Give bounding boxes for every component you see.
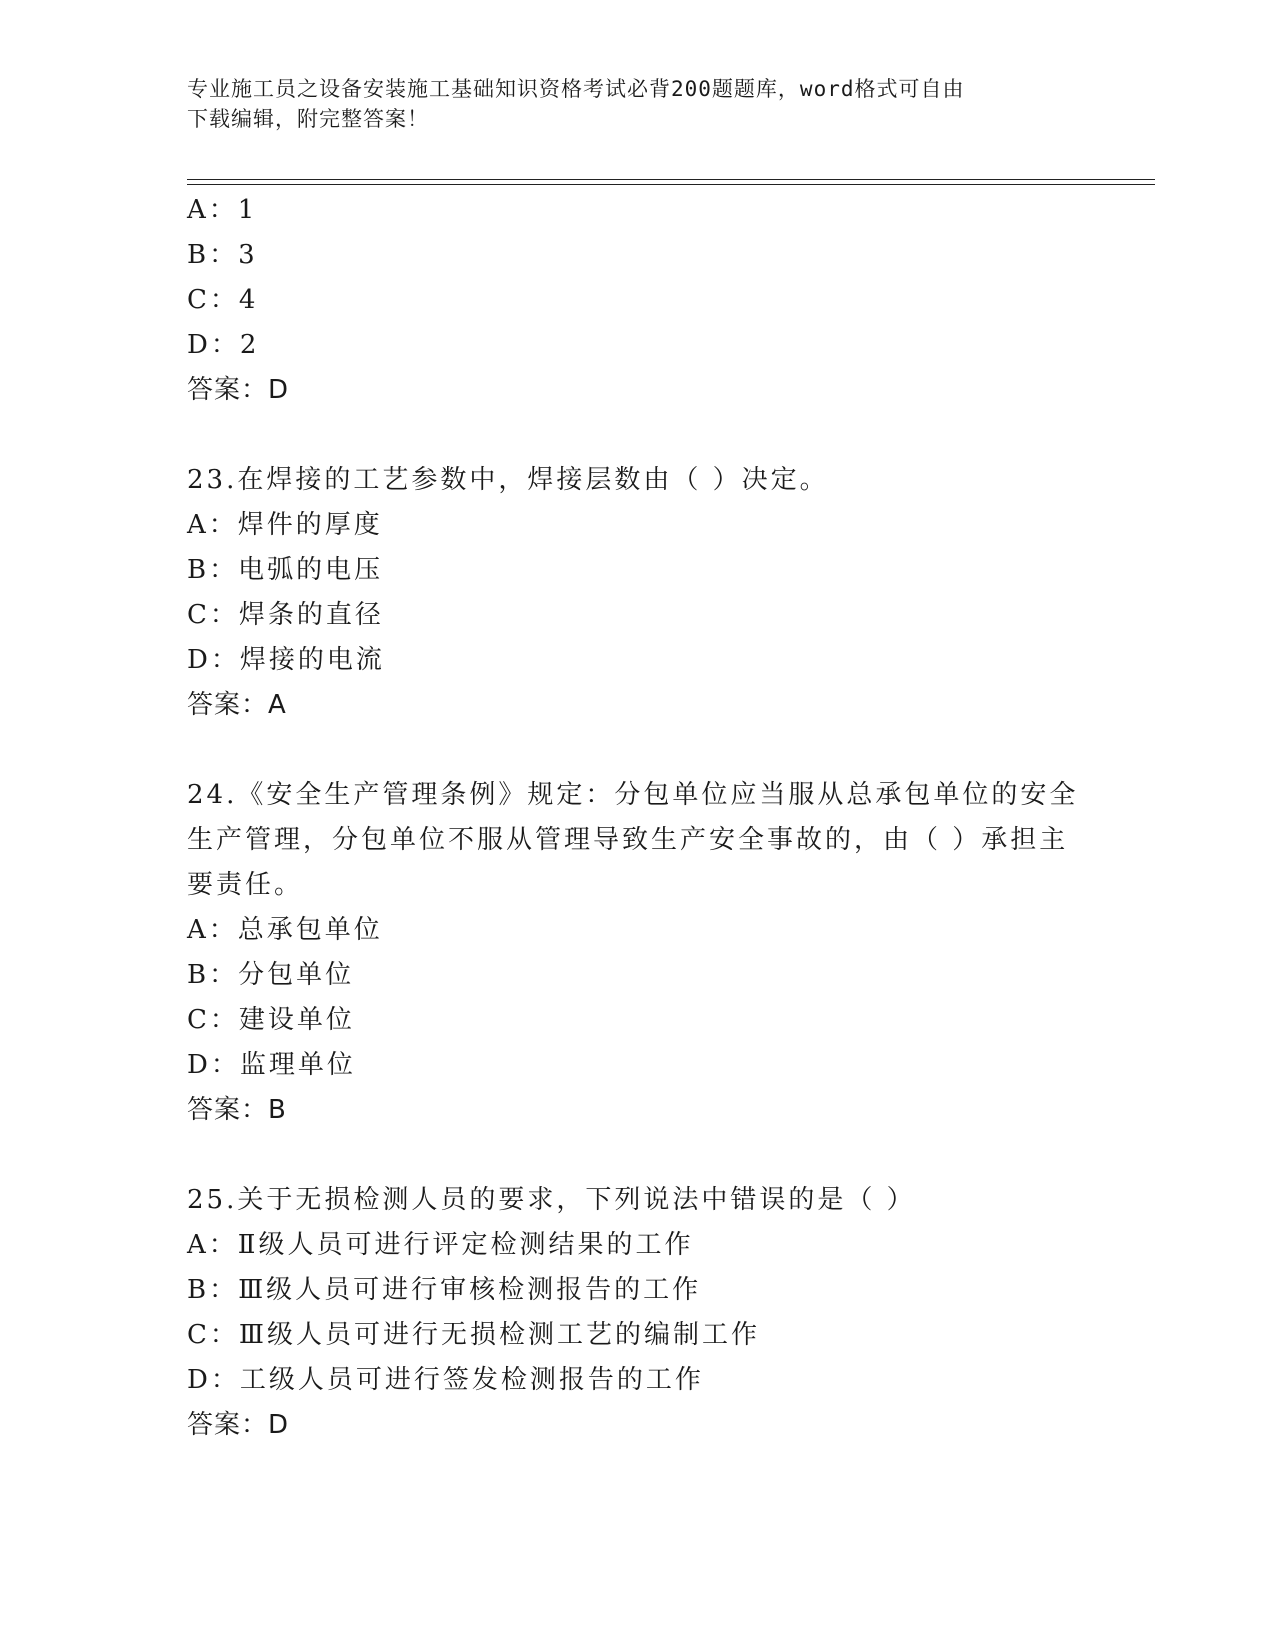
q24-option-c: C：建设单位 [187,1005,355,1035]
q25-option-c: C：Ⅲ级人员可进行无损检测工艺的编制工作 [187,1320,760,1350]
q25-question: 25.关于无损检测人员的要求，下列说法中错误的是（ ） [187,1185,916,1215]
q24-option-a: A：总承包单位 [187,915,383,945]
q22-answer: 答案：D [187,375,290,405]
q22-option-c: C：4 [187,285,259,315]
q24-question-line-3: 要责任。 [187,870,304,900]
document-header [187,74,1067,134]
q23-option-b: B：电弧的电压 [187,555,384,585]
header-line-2: 下载编辑，附完整答案！ [187,107,429,131]
q22-option-b: B：3 [187,240,258,270]
q24-option-d: D：监理单位 [187,1050,356,1080]
q22-option-a: A：1 [187,195,258,225]
q22-option-d: D：2 [187,330,260,360]
header-divider-top [187,179,1155,180]
q24-question-line-2: 生产管理，分包单位不服从管理导致生产安全事故的，由（ ）承担主 [187,825,1069,855]
q25-option-a: A：Ⅱ级人员可进行评定检测结果的工作 [187,1230,694,1260]
q23-option-a: A：焊件的厚度 [187,510,383,540]
q23-answer: 答案：A [187,690,287,720]
q23-option-d: D：焊接的电流 [187,645,385,675]
q25-option-d: D：工级人员可进行签发检测报告的工作 [187,1365,704,1395]
q24-question-line-1: 24.《安全生产管理条例》规定：分包单位应当服从总承包单位的安全 [187,780,1079,810]
header-line-1: 专业施工员之设备安装施工基础知识资格考试必背200题题库，word格式可自由 [187,77,965,101]
q23-option-c: C：焊条的直径 [187,600,384,630]
header-divider-bottom [187,184,1155,185]
q24-option-b: B：分包单位 [187,960,355,990]
q23-question: 23.在焊接的工艺参数中，焊接层数由（ ）决定。 [187,465,829,495]
q24-answer: 答案：B [187,1095,287,1125]
q25-answer: 答案：D [187,1410,290,1440]
q25-option-b: B：Ⅲ级人员可进行审核检测报告的工作 [187,1275,702,1305]
